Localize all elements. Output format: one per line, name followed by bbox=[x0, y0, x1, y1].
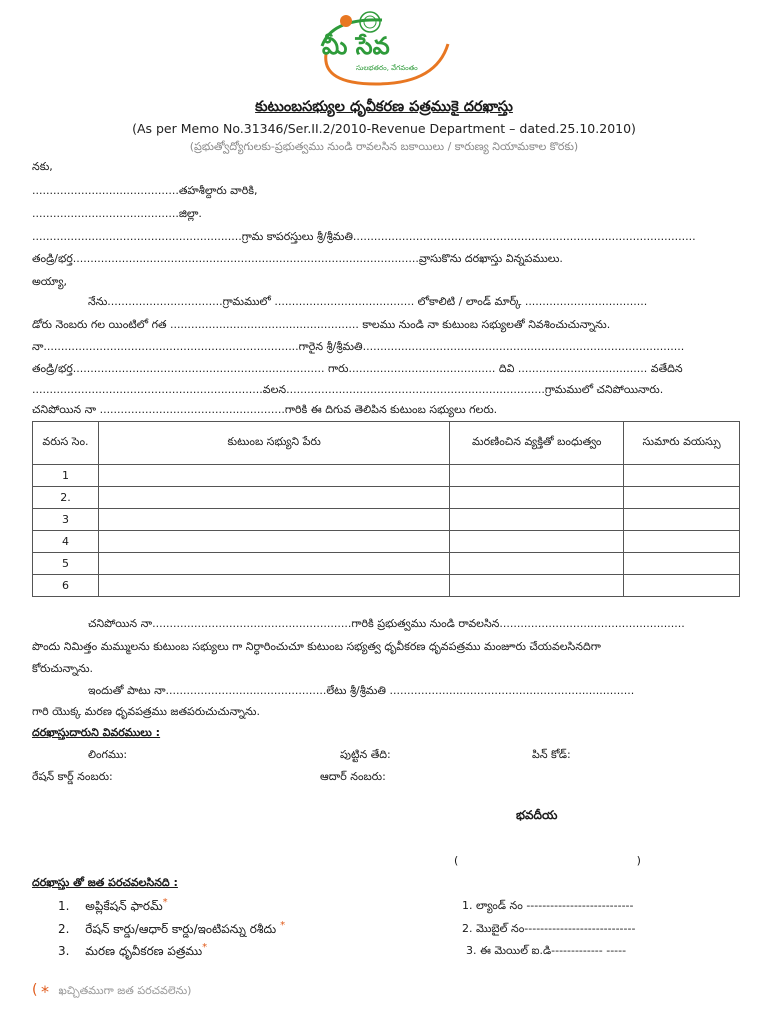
age-cell[interactable] bbox=[624, 465, 740, 487]
emblem-icon bbox=[360, 12, 380, 32]
attachment-number: 1. bbox=[58, 899, 70, 913]
form-title: కుటుంబసభ్యుల ధృవీకరణ పత్రముకై దరఖాస్తు bbox=[255, 99, 513, 115]
age-cell[interactable] bbox=[624, 487, 740, 509]
family-members-intro[interactable]: చనిపోయిన నా .....................................................గారికి ఈ దిగువ తెలిపిన కుటుంబ సభ్యులు గలరు. bbox=[32, 403, 498, 416]
member-name-cell[interactable] bbox=[98, 487, 449, 509]
memo-reference: (As per Memo No.31346/Ser.II.2/2010-Revenue Department – dated.25.10.2010) bbox=[132, 121, 636, 136]
pincode-field[interactable]: పిన్ కోడ్: bbox=[532, 748, 571, 761]
aadhar-field[interactable]: ఆదార్ నంబరు: bbox=[320, 770, 386, 783]
gender-field[interactable]: లింగము: bbox=[88, 748, 128, 761]
attachments-heading: దరఖాస్తు తో జత పరచవలసినది : bbox=[32, 876, 178, 889]
relation-cell[interactable] bbox=[450, 487, 624, 509]
attachment-number: 3. bbox=[58, 944, 70, 958]
relation-cell[interactable] bbox=[450, 553, 624, 575]
column-header: సుమారు వయస్సు bbox=[624, 422, 740, 465]
serial-number: 6 bbox=[33, 575, 99, 597]
table-row bbox=[33, 553, 740, 575]
footnote-star: * bbox=[40, 982, 49, 1001]
mee-seva-logo bbox=[312, 6, 458, 86]
footnote-paren: ( bbox=[32, 982, 38, 998]
serial-number: 2. bbox=[33, 487, 99, 509]
door-number-line[interactable]: డోరు నెంబరు గల యింటిలో గత ...................................................... కాలము నుండి నా కుటుంబ సభ్యులతో నివశించుచున్నాను. bbox=[32, 318, 611, 331]
serial-number: 3 bbox=[33, 509, 99, 531]
death-certificate-line: గారి యొక్క మరణ ధృవపత్రము జతపరుచుచున్నాను. bbox=[32, 705, 260, 718]
attachment-item bbox=[58, 942, 207, 961]
required-star: * bbox=[280, 920, 286, 931]
attachment-label: రేషన్ కార్డు/ఆధార్ కార్డు/ఇంటిపన్ను రశీదు bbox=[85, 922, 277, 936]
yours-faithfully: భవదీయ bbox=[516, 808, 558, 822]
member-name-cell[interactable] bbox=[98, 465, 449, 487]
footnote-text: ఖచ్చితముగా జత పరచవలెను) bbox=[58, 984, 192, 997]
column-header: కుటుంబ సభ్యుని పేరు bbox=[98, 422, 449, 465]
member-name-cell[interactable] bbox=[98, 553, 449, 575]
logo-text: మీ సేవ bbox=[322, 32, 390, 60]
table-row bbox=[33, 465, 740, 487]
logo-tagline: సులభతరం, వేగవంతం bbox=[356, 64, 418, 72]
village-resident-line[interactable]: ............................................................గ్రామ కాపరస్తులు శ్రీ/శ్రీమతి.................................................................................................. bbox=[32, 230, 696, 243]
age-cell[interactable] bbox=[624, 531, 740, 553]
age-cell[interactable] bbox=[624, 509, 740, 531]
column-header: మరణించిన వ్యక్తితో బంధుత్వం bbox=[450, 422, 624, 465]
table-row bbox=[33, 575, 740, 597]
attachment-label: మరణ ధృవీకరణ పత్రము bbox=[85, 944, 203, 958]
serial-number: 4 bbox=[33, 531, 99, 553]
required-star: * bbox=[202, 942, 208, 953]
death-place-line[interactable]: ..................................................................వలన..........................................................................గ్రామములో చనిపోయినారు. bbox=[32, 383, 664, 396]
mobile-field[interactable]: 2. మొబైల్ నం---------------------------- bbox=[462, 922, 636, 935]
ration-card-field[interactable]: రేషన్ కార్డ్ నంబరు: bbox=[32, 770, 113, 783]
relation-cell[interactable] bbox=[450, 465, 624, 487]
table-header-row bbox=[33, 422, 740, 465]
age-cell[interactable] bbox=[624, 575, 740, 597]
landline-field[interactable]: 1. ల్యాండ్ నం --------------------------- bbox=[462, 899, 634, 912]
smiley-icon bbox=[340, 15, 352, 27]
father-husband-line[interactable]: తండ్రి/భర్త...................................................................................................వ్రాసుకొను దరఖాస్తు విన్నపములు. bbox=[32, 252, 563, 265]
table-row bbox=[33, 487, 740, 509]
serial-number: 5 bbox=[33, 553, 99, 575]
request-closing: కోరుచున్నాను. bbox=[32, 662, 94, 675]
table-row bbox=[33, 531, 740, 553]
attachment-label: అప్లికేషన్ ఫారమ్ bbox=[85, 899, 163, 913]
dues-line[interactable]: చనిపోయిన నా.........................................................గారికి ప్రభుత్వము నుండి రావలసిన..................................................... bbox=[88, 617, 685, 630]
family-members-table bbox=[32, 421, 740, 597]
column-header: వరుస సెం. bbox=[33, 422, 99, 465]
relation-cell[interactable] bbox=[450, 531, 624, 553]
addressee-prefix: నకు, bbox=[32, 160, 53, 173]
form-subtitle: (ప్రభుత్వోద్యోగులకు-ప్రభుత్వము నుండి రావలసిన బకాయిలు / కారుణ్య నియామకాల కొరకు) bbox=[189, 140, 579, 153]
mandatory-footnote bbox=[32, 982, 191, 1001]
age-cell[interactable] bbox=[624, 553, 740, 575]
signature-field[interactable]: ( ) bbox=[454, 854, 641, 867]
attachment-item bbox=[58, 920, 285, 939]
member-name-cell[interactable] bbox=[98, 531, 449, 553]
tahsildar-line[interactable]: ..........................................తహశీల్దారు వారికి, bbox=[32, 184, 258, 197]
table-row bbox=[33, 509, 740, 531]
email-field[interactable]: 3. ఈ మెయిల్ ఐ.డి------------- ----- bbox=[466, 944, 627, 957]
attachment-item bbox=[58, 897, 168, 916]
death-date-line[interactable]: తండ్రి/భర్త........................................................................ గారు.......................................... దివి ..................................... వతేదిన bbox=[32, 362, 683, 375]
member-name-cell[interactable] bbox=[98, 509, 449, 531]
salutation: అయ్యా, bbox=[32, 275, 68, 288]
relation-cell[interactable] bbox=[450, 509, 624, 531]
attachment-number: 2. bbox=[58, 922, 70, 936]
member-name-cell[interactable] bbox=[98, 575, 449, 597]
enclosure-line[interactable]: ఇందుతో పాటు నా..............................................లేటు శ్రీ/శ్రీమతి ...................................................................... bbox=[88, 684, 635, 697]
dob-field[interactable]: పుట్టిన తేది: bbox=[340, 748, 391, 761]
applicant-details-heading: దరఖాస్తుదారుని వివరములు : bbox=[32, 726, 161, 739]
district-line[interactable]: ..........................................జిల్లా. bbox=[32, 207, 202, 220]
village-locality-line[interactable]: నేను.................................గ్రామములో ........................................ లోకాలిటి / లాండ్ మార్క్ ................................... bbox=[88, 295, 648, 308]
deceased-name-line[interactable]: నా.........................................................................గారైన శ్రీ/శ్రీమతి............................................................................................ bbox=[32, 340, 685, 353]
request-paragraph: పొందు నిమిత్తం మమ్ములను కుటుంబ సభ్యులు గా నిర్ధారించుచూ కుటుంబ సభ్యత్వ ధృవీకరణ ధృవపత్రము మంజూరు చేయవలసినదిగా bbox=[32, 640, 601, 653]
relation-cell[interactable] bbox=[450, 575, 624, 597]
serial-number: 1 bbox=[33, 465, 99, 487]
required-star: * bbox=[162, 897, 168, 908]
